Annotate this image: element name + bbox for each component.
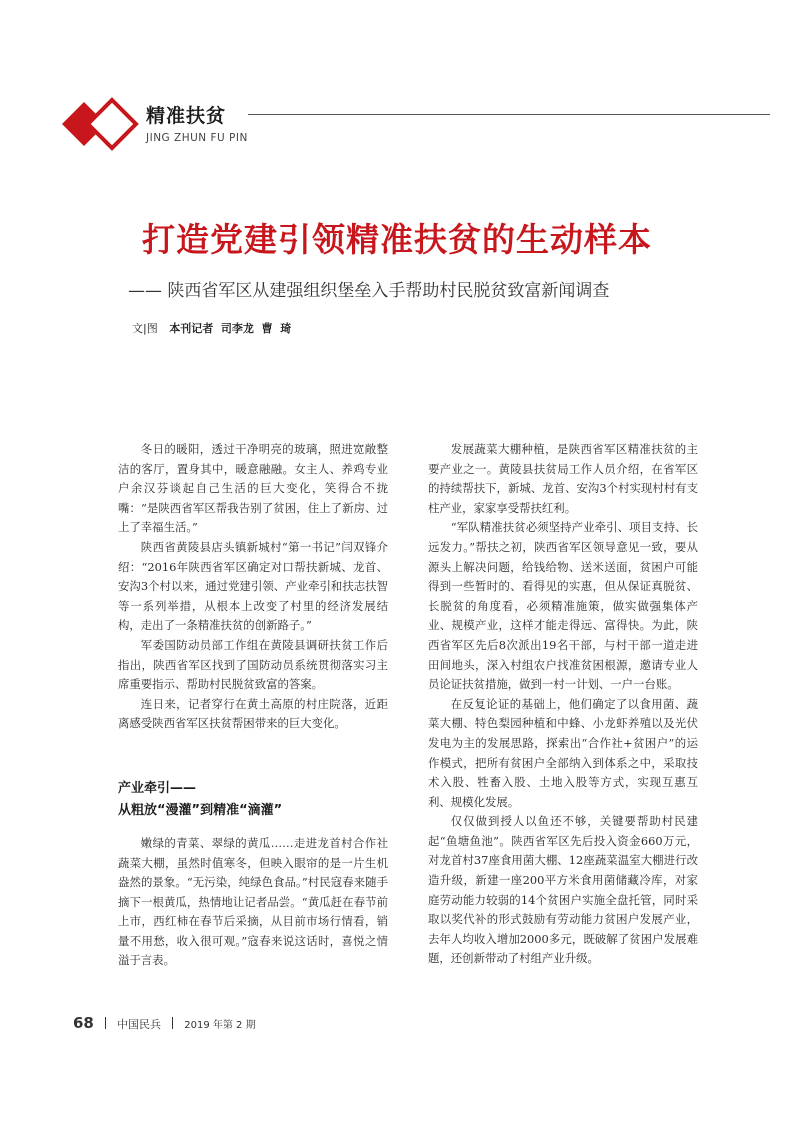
byline — [132, 320, 291, 336]
paragraph: “军队精准扶贫必须坚持产业牵引、项目支持、长远发力。”帮扶之初，陕西省军区领导意见一致，要从源头上解决问题，给钱给物、送米送面，贫困户可能得到一些暂时的、看得见的实惠，但从保证真脱贫、长脱贫的角度看，必须精准施策，做实做强集体产业、规模产业，这样才能走得远、富得快。为此，陕西省军区先后8次派出19名干部，与村干部一道走进田间地头，深入村组农户找准贫困根源，邀请专业人员论证扶贫措施，做到一村一计划、一户一台账。 — [428, 520, 698, 692]
article-subtitle: —— 陕西省军区从建强组织堡垒入手帮助村民脱贫致富新闻调查 — [128, 281, 610, 301]
page-number: 68 — [73, 1014, 94, 1032]
footer-divider — [172, 1017, 173, 1029]
page-footer — [73, 1013, 256, 1032]
section-subtitle: JING ZHUN FU PIN — [146, 132, 248, 144]
magazine-name: 中国民兵 — [117, 1018, 162, 1031]
paragraph: 冬日的暖阳，透过干净明亮的玻璃，照进宽敞整洁的客厅，置身其中，暖意融融。女主人、养鸡专业户余汉芬谈起自己生活的巨大变化，笑得合不拢嘴：“是陕西省军区帮我告别了贫困，住上了新房、过上了幸福生活。” — [118, 442, 388, 535]
byline-label: 文|图 — [132, 322, 158, 335]
paragraph: 仅仅做到授人以鱼还不够，关键要帮助村民建起“鱼塘鱼池”。陕西省军区先后投入资金660万元，对龙首村37座食用菌大棚、12座蔬菜温室大棚进行改造升级，新建一座200平方米食用菌储藏冷库，对家庭劳动能力较弱的14个贫困户实施全盘托管，同时采取以奖代补的形式鼓励有劳动能力贫困户发展产业，去年人均收入增加2000多元，既破解了贫困户发展难题，还创新带动了村组产业升级。 — [428, 814, 698, 966]
left-column — [118, 440, 388, 971]
paragraph: 在反复论证的基础上，他们确定了以食用菌、蔬菜大棚、特色梨园种植和中蜂、小龙虾养殖以及光伏发电为主的发展思路，探索出“合作社+贫困户”的运作模式，把所有贫困户全部纳入到体系之中，采取技术入股、牲畜入股、土地入股等方式，实现互惠互利、规模化发展。 — [428, 696, 698, 809]
paragraph: 陕西省黄陵县店头镇新城村“第一书记”闫双锋介绍：“2016年陕西省军区确定对口帮扶新城、龙首、安沟3个村以来，通过党建引领、产业牵引和扶志扶智等一系列举措，从根本上改变了村里的经济发展结构，走出了一条精准扶贫的创新路子。” — [118, 539, 388, 633]
paragraph: 嫩绿的青菜、翠绿的黄瓜……走进龙首村合作社蔬菜大棚，虽然时值寒冬，但映入眼帘的是一片生机盎然的景象。“无污染，纯绿色食品。”村民寇春来随手摘下一根黄瓜，热情地让记者品尝。“黄瓜赶在春节前上市，西红柿在春节后采摘，从目前市场行情看，销量不用愁，收入很可观。”寇春来说这话时，喜悦之情溢于言表。 — [118, 835, 388, 968]
paragraph: 连日来，记者穿行在黄土高原的村庄院落，近距离感受陕西省军区扶贫帮困带来的巨大变化。 — [118, 696, 388, 731]
subhead-line-2: 从粗放“漫灌”到精准“滴灌” — [118, 802, 283, 818]
section-diamond-logo — [62, 88, 142, 168]
header-divider — [248, 114, 770, 115]
footer-divider — [105, 1017, 106, 1029]
right-column — [428, 440, 698, 969]
paragraph: 军委国防动员部工作组在黄陵县调研扶贫工作后指出，陕西省军区找到了国防动员系统贯彻落实习主席重要指示、帮助村民脱贫致富的答案。 — [118, 637, 388, 692]
subhead-line-1: 产业牵引—— — [118, 780, 197, 796]
paragraph: 发展蔬菜大棚种植，是陕西省军区精准扶贫的主要产业之一。黄陵县扶贫局工作人员介绍，在省军区的持续帮扶下，新城、龙首、安沟3个村实现村村有支柱产业，家家享受帮扶红利。 — [428, 442, 698, 515]
byline-authors: 本刊记者 司李龙 曹 琦 — [169, 322, 292, 335]
article-title: 打造党建引领精准扶贫的生动样本 — [142, 220, 652, 259]
section-subhead — [118, 778, 388, 822]
issue-label: 2019 年第 2 期 — [184, 1020, 256, 1031]
section-title: 精准扶贫 — [146, 105, 227, 127]
